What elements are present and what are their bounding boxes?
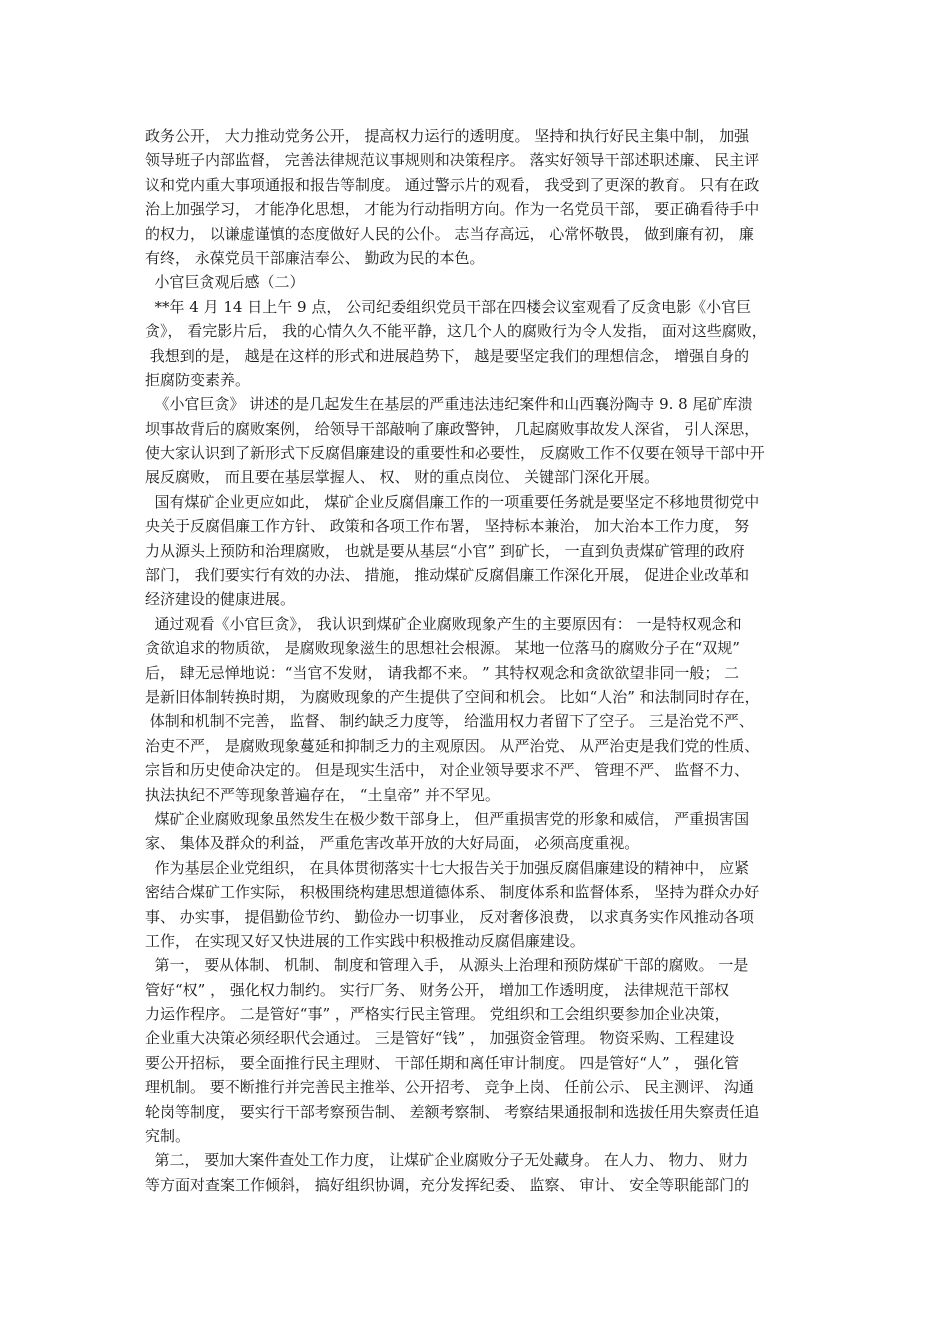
text-line: 第二， 要加大案件查处工作力度， 让煤矿企业腐败分子无处藏身。 在人力、 物力、 财力 [145, 1151, 749, 1170]
text-line: 宗旨和历史使命决定的。 但是现实生活中， 对企业领导要求不严、 管理不严、 监督不力、 [145, 761, 750, 780]
text-line: 轮岗等制度， 要实行干部考察预告制、 差额考察制、 考察结果通报制和选拔任用失察责任追 [145, 1102, 760, 1121]
document-body [145, 124, 813, 1197]
text-line: 家、 集体及群众的利益， 严重危害改革开放的大好局面， 必须高度重视。 [145, 834, 640, 853]
section-heading: 小官巨贪观后感（二） [145, 273, 305, 292]
text-line: **年 4 月 14 日上午 9 点， 公司纪委组织党员干部在四楼会议室观看了反贪电影《小官巨 [145, 297, 752, 316]
text-line: 企业重大决策必须经职代会通过。 三是管好“钱” ， 加强资金管理。 物资采购、工程建设 [145, 1029, 735, 1048]
text-line: 等方面对查案工作倾斜， 搞好组织协调，充分发挥纪委、 监察、 审计、 安全等职能部门的 [145, 1175, 750, 1194]
text-line: 第一， 要从体制、 机制、 制度和管理入手， 从源头上治理和预防煤矿干部的腐败。 一是 [145, 956, 749, 975]
text-line: 国有煤矿企业更应如此， 煤矿企业反腐倡廉工作的一项重要任务就是要坚定不移地贯彻党中 [145, 492, 760, 511]
text-line: 究制。 [145, 1127, 191, 1146]
text-line: 体制和机制不完善， 监督、 制约缺乏力度等， 给滥用权力者留下了空子。 三是治党不严、 [145, 712, 754, 731]
text-line: 有终， 永葆党员干部廉洁奉公、 勤政为民的本色。 [145, 248, 485, 267]
text-line: 是新旧体制转换时期， 为腐败现象的产生提供了空间和机会。 比如“人治” 和法制同时存在， [145, 687, 760, 706]
text-line: 通过观看《小官巨贪》， 我认识到煤矿企业腐败现象产生的主要原因有： 一是特权观念和 [145, 614, 742, 633]
text-line: 使大家认识到了新形式下反腐倡廉建设的重要性和必要性， 反腐败工作不仅要在领导干部中开 [145, 444, 765, 463]
text-line: 贪欲追求的物质欲， 是腐败现象滋生的思想社会根源。 某地一位落马的腐败分子在“双规” [145, 639, 740, 658]
text-line: 政务公开， 大力推动党务公开， 提高权力运行的透明度。 坚持和执行好民主集中制， 加强 [145, 127, 750, 145]
text-line: 要公开招标， 要全面推行民主理财、 干部任期和离任审计制度。 四是管好“人” ， 强化管 [145, 1053, 740, 1072]
text-line: 力从源头上预防和治理腐败， 也就是要从基层“小官” 到矿长， 一直到负责煤矿管理的政府 [145, 541, 745, 560]
text-line: 《小官巨贪》 讲述的是几起发生在基层的严重违法违纪案件和山西襄汾陶寺 9. 8 尾矿库溃 [145, 395, 753, 414]
text-line: 议和党内重大事项通报和报告等制度。 通过警示片的观看， 我受到了更深的教育。 只有在政 [145, 175, 760, 194]
text-line: 理机制。 要不断推行并完善民主推举、公开招考、 竞争上岗、 任前公示、 民主测评、 沟通 [145, 1078, 754, 1097]
text-line: 作为基层企业党组织， 在具体贯彻落实十七大报告关于加强反腐倡廉建设的精神中， 应紧 [145, 858, 750, 877]
text-line: 煤矿企业腐败现象虽然发生在极少数干部身上， 但严重损害党的形象和威信， 严重损害国 [145, 809, 750, 828]
text-line: 我想到的是， 越是在这样的形式和进展趋势下， 越是要坚定我们的理想信念， 增强自身的 [145, 346, 750, 365]
text-line: 贪》， 看完影片后， 我的心情久久不能平静，这几个人的腐败行为令人发指， 面对这些腐败， [145, 322, 767, 341]
text-line: 的权力， 以谦虚谨慎的态度做好人民的公仆。 志当存高远， 心常怀敬畏， 做到廉有初， 廉 [145, 224, 754, 243]
text-line: 密结合煤矿工作实际， 积极围绕构建思想道德体系、 制度体系和监督体系， 坚持为群众办好 [145, 883, 760, 902]
text-line: 治吏不严， 是腐败现象蔓延和抑制乏力的主观原因。 从严治党、 从严治吏是我们党的性质、 [145, 736, 760, 755]
text-line: 经济建设的健康进展。 [145, 590, 296, 609]
text-line: 后， 肆无忌惮地说：“当官不发财， 请我都不来。 ” 其特权观念和贪欲欲望非同一般； 二 [145, 663, 740, 682]
text-line: 治上加强学习， 才能净化思想， 才能为行动指明方向。作为一名党员干部， 要正确看待手中 [145, 200, 760, 219]
text-line: 拒腐防变素养。 [145, 370, 251, 389]
text-line: 力运作程序。 二是管好“事” ，严格实行民主管理。 党组织和工会组织要参加企业决策， [145, 1005, 730, 1024]
text-line: 工作， 在实现又好又快进展的工作实践中积极推动反腐倡廉建设。 [145, 931, 585, 950]
text-line: 执法执纪不严等现象普遍存在， “土皇帝” 并不罕见。 [145, 785, 500, 804]
text-line: 央关于反腐倡廉工作方针、 政策和各项工作布署， 坚持标本兼治， 加大治本工作力度， 努 [145, 517, 750, 536]
text-line: 坝事故背后的腐败案例， 给领导干部敲响了廉政警钟， 几起腐败事故发人深省， 引人深思， [145, 419, 760, 438]
text-line: 部门， 我们要实行有效的办法、 措施， 推动煤矿反腐倡廉工作深化开展， 促进企业改革和 [145, 566, 750, 585]
text-line: 事、 办实事， 提倡勤俭节约、 勤俭办一切事业， 反对奢侈浪费， 以求真务实作风推动各项 [145, 907, 754, 926]
text-line: 管好“权” ， 强化权力制约。 实行厂务、 财务公开， 增加工作透明度， 法律规范干部权 [145, 980, 729, 999]
text-line: 领导班子内部监督， 完善法律规范议事规则和决策程序。 落实好领导干部述职述廉、 民主评 [145, 151, 760, 170]
text-line: 展反腐败， 而且要在基层掌握人、 权、 财的重点岗位、 关键部门深化开展。 [145, 468, 660, 487]
